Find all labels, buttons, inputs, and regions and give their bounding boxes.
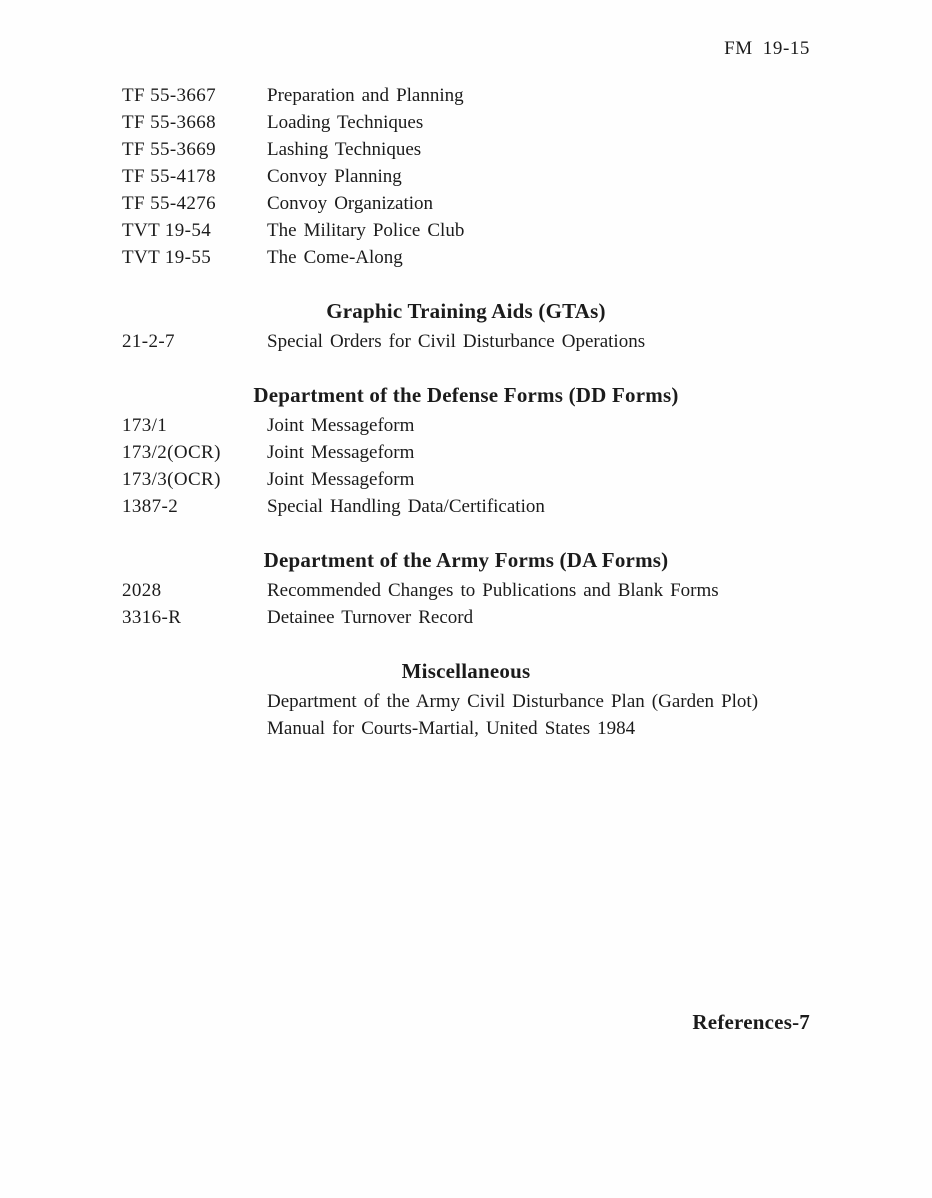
reference-code: [122, 715, 267, 742]
reference-code: TF 55-3668: [122, 112, 217, 133]
section-rows: [122, 328, 810, 355]
reference-code: 173/3(OCR): [122, 469, 221, 490]
section-heading: Graphic Training Aids (GTAs): [326, 299, 606, 323]
reference-sections: [122, 82, 810, 742]
reference-section: [122, 298, 810, 355]
reference-row: [122, 163, 810, 190]
reference-row: [122, 82, 810, 109]
reference-code: TVT 19-55: [122, 247, 212, 268]
reference-row: [122, 412, 810, 439]
reference-title: Recommended Changes to Publications and Blank Forms: [267, 580, 719, 601]
reference-row: [122, 136, 810, 163]
reference-row: [122, 439, 810, 466]
reference-row: [122, 466, 810, 493]
page-number-label: References-7: [692, 1010, 810, 1034]
reference-row: [122, 190, 810, 217]
document-number: FM 19-15: [724, 38, 810, 59]
reference-code: TVT 19-54: [122, 220, 212, 241]
reference-title: Joint Messageform: [267, 442, 415, 463]
reference-code: 2028: [122, 580, 162, 601]
reference-row: [122, 493, 810, 520]
section-rows: [122, 688, 810, 742]
reference-code: TF 55-3667: [122, 85, 217, 106]
reference-title: Joint Messageform: [267, 415, 415, 436]
reference-title: Department of the Army Civil Disturbance Plan (Garden Plot): [267, 691, 759, 712]
reference-section: [122, 547, 810, 631]
reference-row: [122, 328, 810, 355]
reference-code: [122, 688, 267, 715]
reference-section: [122, 658, 810, 742]
reference-title: Convoy Planning: [267, 166, 402, 187]
reference-code: 21-2-7: [122, 331, 175, 352]
reference-title: Manual for Courts-Martial, United States 1984: [267, 718, 636, 739]
reference-title: Detainee Turnover Record: [267, 607, 474, 628]
reference-title: Convoy Organization: [267, 193, 434, 214]
reference-title: Lashing Techniques: [267, 139, 422, 160]
reference-row: [122, 604, 810, 631]
section-rows: [122, 412, 810, 520]
section-rows: [122, 577, 810, 631]
reference-title: Special Orders for Civil Disturbance Operations: [267, 331, 646, 352]
reference-row: [122, 217, 810, 244]
reference-row: [122, 109, 810, 136]
reference-code: TF 55-4178: [122, 166, 217, 187]
reference-row: [122, 244, 810, 271]
reference-code: 1387-2: [122, 496, 179, 517]
page-footer: [122, 1010, 810, 1035]
reference-code: 173/2(OCR): [122, 442, 221, 463]
section-heading: Miscellaneous: [401, 659, 531, 683]
reference-row: [122, 715, 810, 742]
reference-section: [122, 382, 810, 520]
section-heading: Department of the Army Forms (DA Forms): [263, 548, 669, 572]
section-rows: [122, 82, 810, 271]
reference-code: TF 55-3669: [122, 139, 217, 160]
page-header: [122, 38, 810, 60]
section-heading: Department of the Defense Forms (DD Forms): [253, 383, 679, 407]
reference-title: Joint Messageform: [267, 469, 415, 490]
reference-title: Preparation and Planning: [267, 85, 464, 106]
reference-section: [122, 82, 810, 271]
reference-code: 173/1: [122, 415, 168, 436]
reference-code: 3316-R: [122, 607, 182, 628]
reference-title: The Come-Along: [267, 247, 403, 268]
reference-title: Loading Techniques: [267, 112, 424, 133]
reference-code: TF 55-4276: [122, 193, 217, 214]
reference-title: The Military Police Club: [267, 220, 465, 241]
reference-row: [122, 688, 810, 715]
reference-title: Special Handling Data/Certification: [267, 496, 545, 517]
reference-row: [122, 577, 810, 604]
